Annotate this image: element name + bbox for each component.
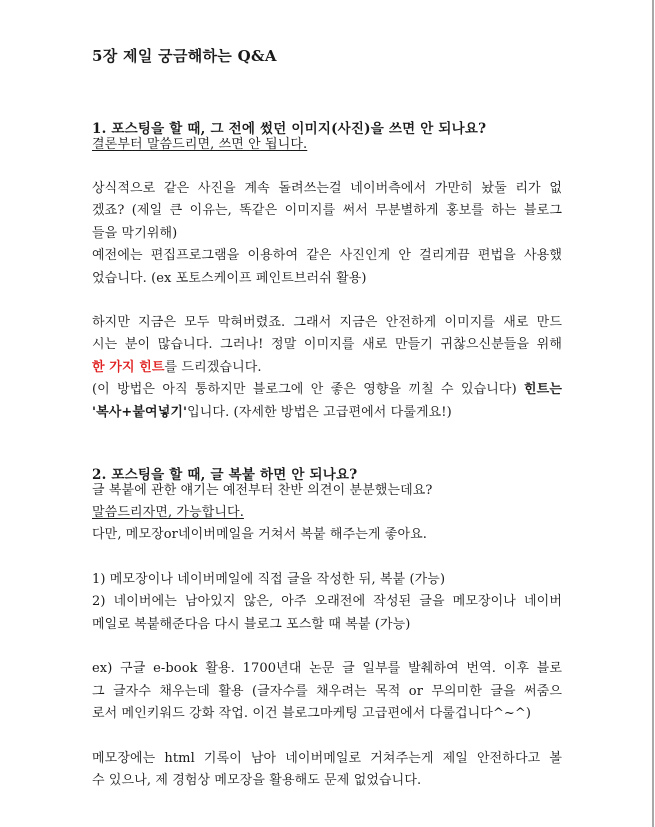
question-2-heading: 2. 포스팅을 할 때, 글 복붙 하면 안 되나요?: [92, 467, 358, 483]
q2-closing-line: 수 있으나, 제 경험상 메모장을 활용해도 문제 없었습니다.: [92, 773, 422, 788]
q1-paragraph-line: 예전에는 편집프로그램을 이용하여 같은 사진인게 안 걸리게끔 편법을 사용했: [92, 248, 562, 263]
q2-closing-line: 메모장에는 html 기록이 남아 네이버메일로 거쳐주는게 제일 안전하다고 볼: [92, 751, 562, 766]
hint-line-text: 를 드리겠습니다.: [164, 360, 262, 375]
q1-paragraph-line: 겠죠? (제일 큰 이유는, 똑같은 이미지를 써서 무분별하게 홍보를 하는 블로그: [92, 203, 562, 218]
q1-paragraph-line: 었습니다. (ex 포토스케이프 페인트브러쉬 활용): [92, 271, 367, 286]
copy-paste-text: 입니다. (자세한 방법은 고급편에서 다룰게요!): [187, 405, 452, 420]
q2-example-line: 로서 메인키워드 강화 작업. 이건 블로그마케팅 고급편에서 다룰겁니다^~^): [92, 706, 532, 721]
chapter-title: 5장 제일 궁금해하는 Q&A: [92, 47, 277, 65]
hint-highlight: 한 가지 힌트: [92, 360, 165, 375]
q1-paragraph2-line: 하지만 지금은 모두 막혀버렸죠. 그래서 지금은 안전하게 이미지를 새로 만드: [92, 315, 562, 330]
copy-paste-term: '복사+붙여넣기': [92, 405, 188, 420]
q2-example-line: ex) 구글 e-book 활용. 1700년대 논문 글 일부를 발췌하여 번역. 이후 블로: [92, 661, 562, 676]
hint-label: 힌트는: [524, 382, 562, 397]
question-2-note: 다만, 메모장or네이버메일을 거쳐서 복붙 해주는게 좋아요.: [92, 527, 428, 542]
q1-paragraph2-line: 시는 분이 많습니다. 그러나! 정말 이미지를 새로 만들기 귀찮으신분들을 위해: [92, 337, 562, 352]
question-2-intro: 글 복붙에 관한 얘기는 예전부터 찬반 의견이 분분했는데요?: [92, 483, 433, 498]
question-1-answer: 결론부터 말씀드리면, 쓰면 안 됩니다.: [92, 137, 308, 152]
q2-example-line: 그 글자수 채우는데 활용 (글자수를 채우려는 목적 or 무의미한 글을 써줌으: [92, 684, 562, 699]
page-edge-divider: [652, 0, 654, 827]
warning-text: (이 방법은 아직 통하지만 블로그에 안 좋은 영향을 끼칠 수 있습니다): [92, 382, 525, 397]
q1-copy-paste-line: [92, 402, 562, 424]
q1-warning-line: [92, 379, 562, 401]
q2-list-item: 메일로 복붙해준다음 다시 블로그 포스할 때 복붙 (가능): [92, 617, 411, 632]
q2-list-item: 1) 메모장이나 네이버메일에 직접 글을 작성한 뒤, 복붙 (가능): [92, 572, 446, 587]
question-2-answer: 말씀드리자면, 가능합니다.: [92, 505, 244, 520]
question-1-heading: 1. 포스팅을 할 때, 그 전에 썼던 이미지(사진)을 쓰면 안 되나요?: [92, 121, 487, 137]
q1-paragraph-line: 상식적으로 같은 사진을 계속 돌려쓰는걸 네이버측에서 가만히 놨둘 리가 없: [92, 181, 562, 196]
q2-list-item: 2) 네이버에는 남아있지 않은, 아주 오래전에 작성된 글을 메모장이나 네이버: [92, 594, 562, 609]
q1-paragraph-line: 들을 막기위해): [92, 226, 178, 241]
q1-hint-line: [92, 357, 562, 379]
